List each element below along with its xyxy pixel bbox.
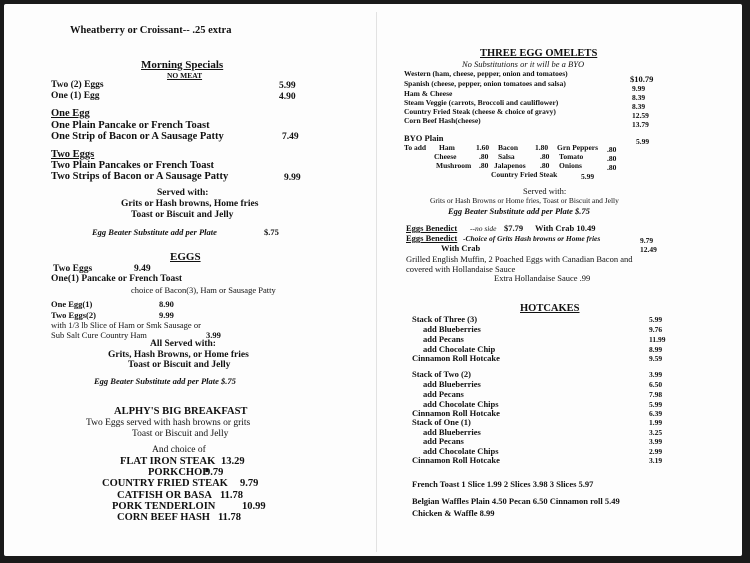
one-egg-price: 7.49 [282, 132, 299, 142]
addon-tomato: Tomato [559, 152, 584, 161]
menu-sheet [4, 4, 742, 556]
served-with-line1: Grits or Hash browns, Home fries [121, 199, 259, 209]
benedict-desc2: covered with Hollandaise Sauce [406, 264, 516, 274]
omelet-3: Ham & Cheese [404, 89, 453, 98]
egg-beater-note: Egg Beater Substitute add per Plate [92, 227, 217, 237]
omelet-5-price: 12.59 [632, 111, 649, 120]
omelets-subtitle: No Substitutions or it will be a BYO [462, 59, 585, 69]
benedict-desc1: Grilled English Muffin, 2 Poached Eggs with Canadian Bacon and [406, 254, 633, 264]
alphy-item-4: CATFISH OR BASA [117, 490, 212, 501]
alphy-item-2-price: 9.79 [205, 467, 224, 478]
french-toast: French Toast 1 Slice 1.99 2 Slices 3.98 3 Slices 5.97 [412, 479, 594, 489]
addon-cfs-price: 5.99 [581, 172, 595, 181]
addon-ham-price: 1.60 [476, 143, 490, 152]
eggs-served-line2: Toast or Biscuit and Jelly [128, 360, 231, 370]
alphy-item-1-price: 13.29 [221, 456, 245, 467]
addon-onions-price: .80 [607, 163, 617, 172]
alphy-line1: Two Eggs served with hash browns or grits [86, 418, 251, 428]
hotcake-item-price: 9.59 [649, 354, 663, 363]
alphy-item-3: COUNTRY FRIED STEAK [102, 478, 228, 489]
omelet-2: Spanish (cheese, pepper, onion tomatoes and salsa) [404, 79, 566, 88]
hotcake-item-label: add Blueberries [423, 379, 481, 389]
hotcake-item-label: Stack of Three (3) [412, 314, 478, 324]
addon-mushroom: Mushroom [436, 161, 472, 170]
addon-grn-peppers: Grn Peppers [557, 143, 599, 152]
hotcake-item-label: Cinnamon Roll Hotcake [412, 353, 500, 363]
eggs-sub-price: 3.99 [206, 330, 221, 340]
hotcake-item-label: add Chocolate Chips [423, 399, 499, 409]
egg-beater-price: $.75 [264, 227, 279, 237]
omelet-2-price: 9.99 [632, 84, 646, 93]
hotcake-item-price: 5.99 [649, 315, 663, 324]
hotcake-item-label: Stack of Two (2) [412, 369, 471, 379]
hotcake-item-price: 3.99 [649, 437, 663, 446]
hotcake-item-price: 8.99 [649, 345, 663, 354]
hotcake-item-price: 2.99 [649, 447, 663, 456]
hotcakes-title: HOTCAKES [520, 303, 580, 314]
one-egg-line1: One Plain Pancake or French Toast [51, 120, 210, 131]
benedict-1-crab: With Crab 10.49 [535, 223, 596, 233]
alphy-item-4-price: 11.78 [220, 490, 244, 501]
omelet-3-price: 8.39 [632, 93, 646, 102]
benedict-2-note: -Choice of Grits Hash browns or Home fries [463, 234, 601, 243]
omelet-1: Western (ham, cheese, pepper, onion and tomatoes) [404, 69, 568, 78]
eggs-two-price: 9.49 [134, 264, 151, 274]
hotcake-item-price: 3.25 [649, 428, 663, 437]
hotcake-item-price: 11.99 [649, 335, 666, 344]
belgian-waffles: Belgian Waffles Plain 4.50 Pecan 6.50 Cinnamon roll 5.49 [412, 496, 620, 506]
benedict-2-price: 9.79 [640, 236, 654, 245]
byo-plain-price: 5.99 [636, 137, 650, 146]
addon-tomato-price: .80 [607, 154, 617, 163]
addon-grn-peppers-price: .80 [607, 145, 617, 154]
addon-mushroom-price: .80 [479, 161, 489, 170]
omelets-title: THREE EGG OMELETS [480, 48, 598, 59]
addon-cheese-price: .80 [479, 152, 489, 161]
hotcake-item-label: add Pecans [423, 334, 464, 344]
alphy-item-6-price: 11.78 [218, 512, 242, 523]
addon-salsa-price: .80 [540, 152, 550, 161]
page-fold [376, 12, 377, 552]
omelet-6: Corn Beef Hash(cheese) [404, 116, 481, 125]
omelet-4: Steam Veggie (carrots, Broccoli and cauliflower) [404, 98, 559, 107]
hotcake-item-label: add Blueberries [423, 324, 481, 334]
hotcake-item-label: add Pecans [423, 389, 464, 399]
alphy-item-6: CORN BEEF HASH [117, 512, 210, 523]
benedict-1-note: --no side [470, 224, 497, 233]
eggs-with-line: with 1/3 lb Slice of Ham or Smk Sausage or [51, 320, 201, 330]
addon-cheese: Cheese [434, 152, 457, 161]
alphy-item-1: FLAT IRON STEAK [120, 456, 216, 467]
eggs-sub-line: Sub Salt Cure Country Ham [51, 330, 147, 340]
alphy-line2: Toast or Biscuit and Jelly [132, 429, 229, 439]
addon-jalapenos: Jalapenos [494, 161, 526, 170]
eggs-served-label: All Served with: [150, 339, 216, 349]
two-eggs-line1: Two Plain Pancakes or French Toast [51, 160, 215, 171]
addon-bacon: Bacon [498, 143, 519, 152]
served-with-line2: Toast or Biscuit and Jelly [131, 210, 234, 220]
two-eggs-head: Two Eggs [51, 149, 95, 160]
benedict-crab-price: 12.49 [640, 245, 657, 254]
omelet-4-price: 8.39 [632, 102, 646, 111]
hotcake-item-price: 3.19 [649, 456, 663, 465]
bread-note: Wheatberry or Croissant-- .25 extra [70, 25, 232, 36]
hotcake-item-label: Cinnamon Roll Hotcake [412, 455, 500, 465]
alphy-item-2: PORKCHOP [148, 467, 209, 478]
eggs-one-pancake: One(1) Pancake or French Toast [51, 274, 183, 284]
two-eggs-price: 9.99 [284, 173, 301, 183]
benedict-extra: Extra Hollandaise Sauce .99 [494, 273, 591, 283]
alphy-choice: And choice of [152, 445, 206, 455]
hotcake-item-price: 3.99 [649, 370, 663, 379]
eggs-two-egg-price: 9.99 [159, 310, 174, 320]
alphy-item-5: PORK TENDERLOIN [112, 501, 216, 512]
omelet-1-price: $10.79 [630, 74, 654, 84]
eggs-one-egg: One Egg(1) [51, 299, 93, 309]
hotcake-item-label: Cinnamon Roll Hotcake [412, 408, 500, 418]
hotcake-item-price: 1.99 [649, 418, 663, 427]
eggs-egg-beater: Egg Beater Substitute add per Plate $.75 [94, 376, 236, 386]
benedict-2: Eggs Benedict [406, 233, 458, 243]
one-egg-line2: One Strip of Bacon or A Sausage Patty [51, 131, 224, 142]
two-eggs-line2: Two Strips of Bacon or A Sausage Patty [51, 171, 229, 182]
hotcake-item-price: 9.76 [649, 325, 663, 334]
chicken-waffle: Chicken & Waffle 8.99 [412, 508, 495, 518]
hotcake-item-label: add Chocolate Chip [423, 344, 496, 354]
benedict-1: Eggs Benedict [406, 223, 458, 233]
eggs-two: Two Eggs [53, 264, 93, 274]
eggs-one-egg-price: 8.90 [159, 299, 174, 309]
morning-two-eggs-price: 5.99 [279, 81, 296, 91]
morning-specials-title: Morning Specials [141, 59, 224, 71]
hotcake-item-price: 5.99 [649, 400, 663, 409]
eggs-title: EGGS [170, 251, 201, 263]
hotcake-item-label: add Blueberries [423, 427, 481, 437]
addon-jalapenos-price: .80 [540, 161, 550, 170]
eggs-served-line1: Grits, Hash Browns, or Home fries [108, 350, 249, 360]
alphy-item-5-price: 10.99 [242, 501, 266, 512]
addon-cfs: Country Fried Steak [491, 170, 558, 179]
omelet-5: Country Fried Steak (cheese & choice of gravy) [404, 107, 556, 116]
alphy-item-3-price: 9.79 [240, 478, 259, 489]
addon-bacon-price: 1.80 [535, 143, 549, 152]
eggs-choice: choice of Bacon(3), Ham or Sausage Patty [131, 285, 276, 295]
hotcake-item-label: Stack of One (1) [412, 417, 471, 427]
byo-to-add: To add [404, 143, 427, 152]
morning-two-eggs: Two (2) Eggs [51, 80, 104, 90]
one-egg-head: One Egg [51, 108, 90, 119]
hotcake-item-label: add Chocolate Chips [423, 446, 499, 456]
omelet-6-price: 13.79 [632, 120, 649, 129]
hotcake-item-price: 6.39 [649, 409, 663, 418]
benedict-1-price: $7.79 [504, 223, 524, 233]
hotcake-item-price: 6.50 [649, 380, 663, 389]
morning-specials-subtitle: NO MEAT [167, 71, 203, 80]
addon-onions: Onions [559, 161, 582, 170]
alphy-title: ALPHY'S BIG BREAKFAST [114, 406, 248, 417]
hotcake-item-price: 7.98 [649, 390, 663, 399]
omelets-served-label: Served with: [523, 186, 567, 196]
addon-salsa: Salsa [498, 152, 515, 161]
served-with-label: Served with: [157, 188, 209, 198]
omelets-served-line: Grits or Hash Browns or Home fries, Toast or Biscuit and Jelly [430, 196, 619, 205]
byo-plain: BYO Plain [404, 133, 444, 143]
benedict-crab: With Crab [441, 243, 481, 253]
omelets-egg-beater: Egg Beater Substitute add per Plate $.75 [448, 206, 590, 216]
morning-one-egg-price: 4.90 [279, 92, 296, 102]
addon-ham: Ham [439, 143, 455, 152]
hotcake-item-label: add Pecans [423, 436, 464, 446]
eggs-two-egg: Two Eggs(2) [51, 310, 96, 320]
morning-one-egg: One (1) Egg [51, 91, 100, 101]
